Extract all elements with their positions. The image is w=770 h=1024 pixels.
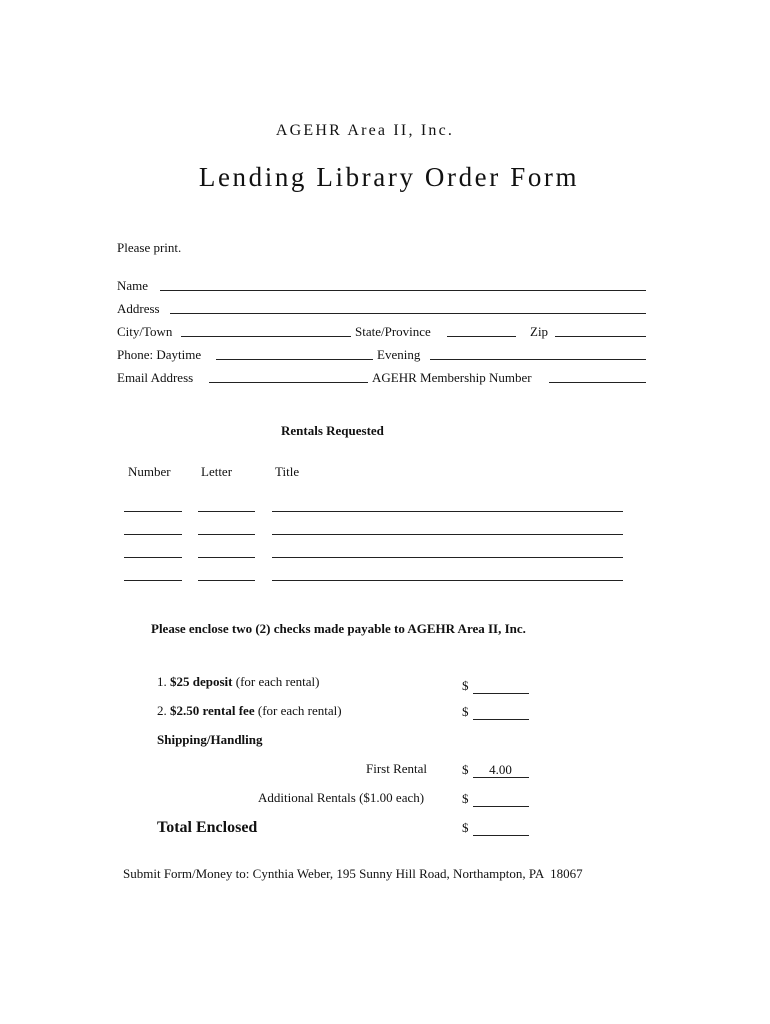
currency-symbol: $ [462, 791, 469, 806]
form-title: Lending Library Order Form [198, 162, 580, 192]
rental-title-field[interactable] [272, 511, 623, 512]
first-rental-amount-field[interactable]: 4.00 [473, 763, 529, 778]
total-amount-field[interactable] [473, 821, 529, 836]
rental-letter-field[interactable] [198, 534, 255, 535]
rental-fee-amount-row [462, 704, 529, 720]
zip-label: Zip [530, 324, 549, 339]
total-amount-row [462, 820, 529, 836]
deposit-amount-row [462, 678, 529, 694]
print-instruction: Please print. [117, 240, 182, 255]
city-field[interactable] [181, 336, 351, 337]
col-number-header: Number [128, 464, 171, 479]
state-field[interactable] [447, 336, 516, 337]
rental-fee-amount-field[interactable] [473, 705, 529, 720]
evening-phone-field[interactable] [430, 359, 646, 360]
deposit-amount-label: $25 deposit [170, 674, 233, 689]
organization-name: AGEHR Area II, Inc. [275, 122, 455, 139]
membership-field[interactable] [549, 382, 646, 383]
total-enclosed-label: Total Enclosed [157, 819, 258, 836]
deposit-note: (for each rental) [235, 674, 320, 689]
rental-fee-note: (for each rental) [257, 703, 342, 718]
rental-fee-amount-label: $2.50 rental fee [170, 703, 255, 718]
additional-rentals-amount-row [462, 791, 529, 807]
deposit-item [157, 674, 319, 690]
deposit-item-number: 1. [157, 674, 167, 689]
currency-symbol: $ [462, 820, 469, 835]
name-field[interactable] [160, 290, 646, 291]
email-field[interactable] [209, 382, 368, 383]
phone-daytime-label: Phone: Daytime [117, 347, 202, 362]
shipping-heading: Shipping/Handling [157, 732, 263, 747]
rental-letter-field[interactable] [198, 580, 255, 581]
submit-address: Submit Form/Money to: Cynthia Weber, 195 Sunny Hill Road, Northampton, PA 18067 [123, 866, 583, 881]
name-label: Name [117, 278, 149, 293]
address-field[interactable] [170, 313, 646, 314]
rental-number-field[interactable] [124, 557, 182, 558]
rental-title-field[interactable] [272, 534, 623, 535]
rentals-heading: Rentals Requested [281, 423, 384, 438]
rental-number-field[interactable] [124, 511, 182, 512]
rental-title-field[interactable] [272, 557, 623, 558]
additional-rentals-amount-field[interactable] [473, 792, 529, 807]
city-label: City/Town [117, 324, 173, 339]
enclose-checks-note: Please enclose two (2) checks made payable to AGEHR Area II, Inc. [151, 621, 526, 636]
rental-letter-field[interactable] [198, 557, 255, 558]
first-rental-label: First Rental [366, 761, 428, 776]
currency-symbol: $ [462, 678, 469, 693]
rental-fee-item-number: 2. [157, 703, 167, 718]
col-letter-header: Letter [201, 464, 233, 479]
membership-label: AGEHR Membership Number [372, 370, 532, 385]
rental-letter-field[interactable] [198, 511, 255, 512]
currency-symbol: $ [462, 762, 469, 777]
col-title-header: Title [275, 464, 300, 479]
rental-number-field[interactable] [124, 534, 182, 535]
zip-field[interactable] [555, 336, 646, 337]
rental-title-field[interactable] [272, 580, 623, 581]
first-rental-amount-row [462, 762, 529, 778]
email-label: Email Address [117, 370, 194, 385]
phone-daytime-field[interactable] [216, 359, 373, 360]
state-label: State/Province [355, 324, 431, 339]
additional-rentals-label: Additional Rentals ($1.00 each) [258, 790, 425, 805]
evening-label: Evening [377, 347, 421, 362]
rental-number-field[interactable] [124, 580, 182, 581]
currency-symbol: $ [462, 704, 469, 719]
deposit-amount-field[interactable] [473, 679, 529, 694]
rental-fee-item [157, 703, 342, 719]
address-label: Address [117, 301, 160, 316]
